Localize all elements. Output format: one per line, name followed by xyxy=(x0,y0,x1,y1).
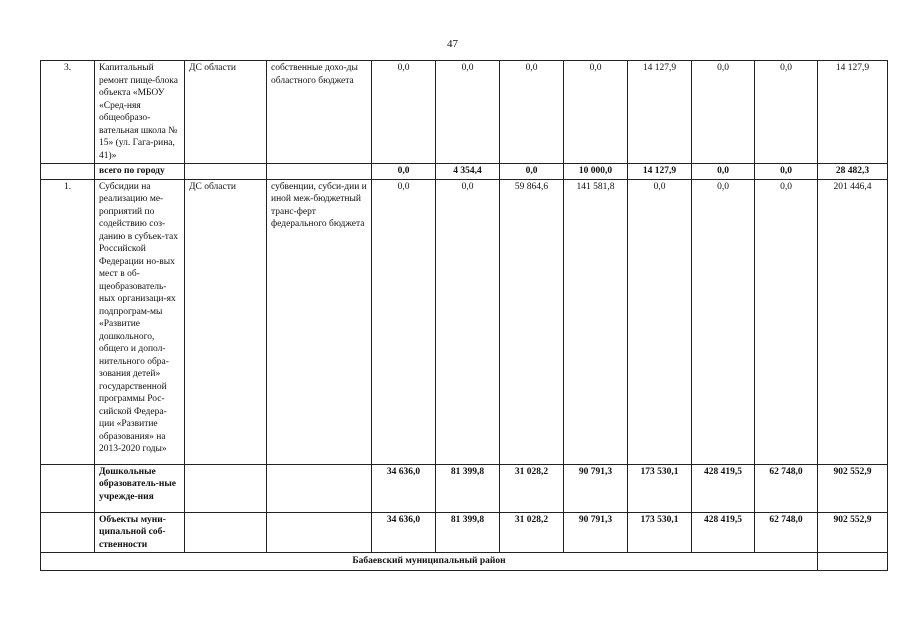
value-cell: 90 791,3 xyxy=(564,512,628,553)
value-cell: 0,0 xyxy=(500,61,564,164)
value-cell: 902 552,9 xyxy=(818,512,888,553)
value-cell: 0,0 xyxy=(372,179,436,464)
value-cell: 90 791,3 xyxy=(564,464,628,512)
value-cell: 81 399,8 xyxy=(436,464,500,512)
row-number: 1. xyxy=(41,179,95,464)
table-row xyxy=(41,61,888,164)
value-cell: 34 636,0 xyxy=(372,464,436,512)
value-cell: 0,0 xyxy=(692,179,755,464)
value-cell: 173 530,1 xyxy=(628,464,692,512)
authority-cell: ДС области xyxy=(185,61,267,164)
value-cell: 0,0 xyxy=(564,61,628,164)
value-cell: 34 636,0 xyxy=(372,512,436,553)
value-cell: 902 552,9 xyxy=(818,464,888,512)
value-cell: 14 127,9 xyxy=(628,61,692,164)
budget-table xyxy=(40,60,888,571)
value-cell: 0,0 xyxy=(692,164,755,180)
value-cell: 62 748,0 xyxy=(755,512,818,553)
group-label: Объекты муни-ципальной соб-ственности xyxy=(95,512,185,553)
value-cell: 4 354,4 xyxy=(436,164,500,180)
value-cell: 428 419,5 xyxy=(692,512,755,553)
value-cell: 201 446,4 xyxy=(818,179,888,464)
object-name: Капитальный ремонт пище-блока объекта «МБОУ «Сред-няя общеобразо-вательная школа № 15» (ул. Гага-рина, 41)» xyxy=(95,61,185,164)
value-cell: 0,0 xyxy=(500,164,564,180)
row-number: 3. xyxy=(41,61,95,164)
value-cell: 0,0 xyxy=(692,61,755,164)
value-cell: 0,0 xyxy=(755,164,818,180)
value-cell: 0,0 xyxy=(628,179,692,464)
value-cell: 31 028,2 xyxy=(500,512,564,553)
source-cell: собственные дохо-ды областного бюджета xyxy=(267,61,372,164)
value-cell: 28 482,3 xyxy=(818,164,888,180)
source-cell: субвенции, субси-дии и иной меж-бюджетный транс-ферт федерального бюджета xyxy=(267,179,372,464)
page-number: 47 xyxy=(447,38,458,50)
value-cell: 428 419,5 xyxy=(692,464,755,512)
value-cell: 0,0 xyxy=(755,61,818,164)
value-cell: 59 864,6 xyxy=(500,179,564,464)
value-cell: 0,0 xyxy=(372,164,436,180)
table-row xyxy=(41,164,888,180)
value-cell: 62 748,0 xyxy=(755,464,818,512)
value-cell: 10 000,0 xyxy=(564,164,628,180)
object-name: Субсидии на реализацию ме-роприятий по содействию соз-данию в субъек-тах Российской Федерации но-вых мест в об-щеобразователь-ных организаци-ях подпрограм-мы «Развитие дошкольного, общего и допол-нительного обра-зования детей» государственной программы Рос-сийской Федера-ции «Развитие образования» на 2013-2020 годы» xyxy=(95,179,185,464)
table-row xyxy=(41,179,888,464)
table-row xyxy=(41,464,888,512)
value-cell: 31 028,2 xyxy=(500,464,564,512)
value-cell: 0,0 xyxy=(755,179,818,464)
value-cell: 0,0 xyxy=(436,179,500,464)
value-cell: 81 399,8 xyxy=(436,512,500,553)
value-cell: 0,0 xyxy=(372,61,436,164)
value-cell: 141 581,8 xyxy=(564,179,628,464)
value-cell: 173 530,1 xyxy=(628,512,692,553)
group-label: Дошкольные образователь-ные учрежде-ния xyxy=(95,464,185,512)
section-title: Бабаевский муниципальный район xyxy=(41,553,818,571)
value-cell: 0,0 xyxy=(436,61,500,164)
subtotal-label: всего по городу xyxy=(95,164,185,180)
value-cell: 14 127,9 xyxy=(818,61,888,164)
authority-cell: ДС области xyxy=(185,179,267,464)
section-row xyxy=(41,553,888,571)
value-cell: 14 127,9 xyxy=(628,164,692,180)
table-row xyxy=(41,512,888,553)
